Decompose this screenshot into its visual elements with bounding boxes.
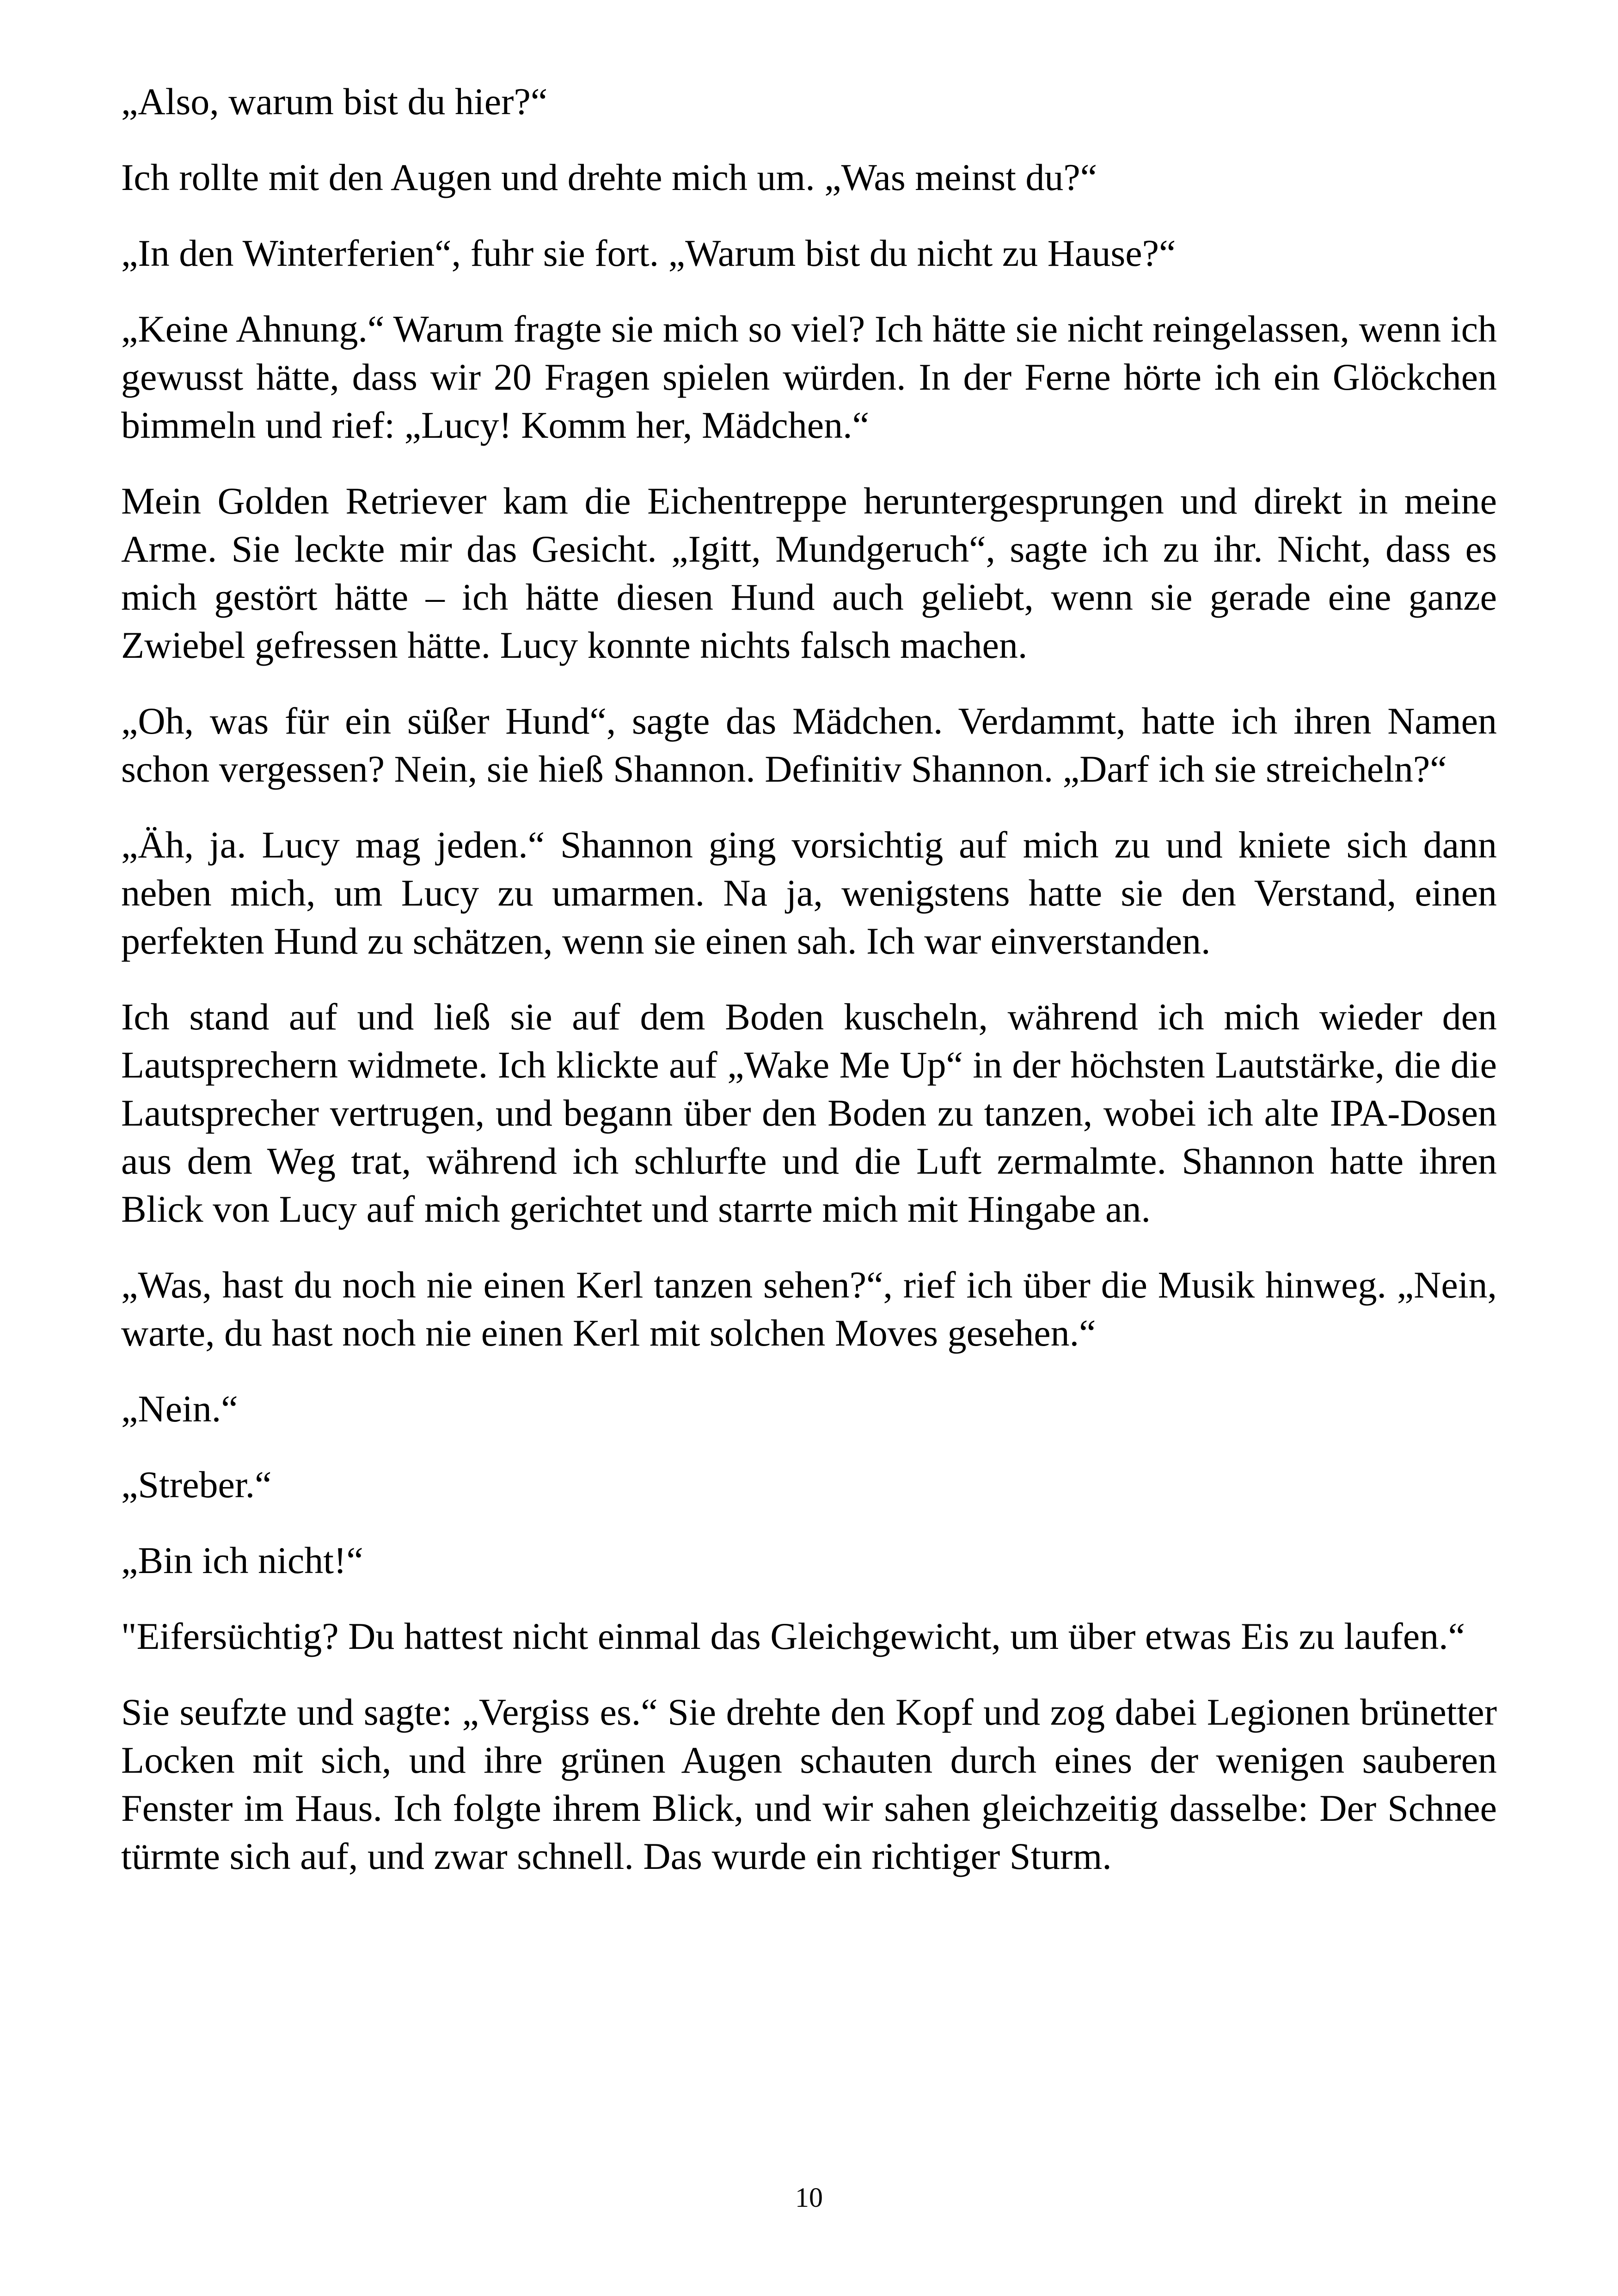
paragraph: Ich stand auf und ließ sie auf dem Boden kuscheln, während ich mich wieder den Lautsprechern widmete. Ich klickte auf „Wake Me Up“ in der höchsten Lautstärke, die die Lautsprecher vertrugen, und begann über den Boden zu tanzen, wobei ich alte IPA-Dosen aus dem Weg trat, während ich schlurfte und die Luft zermalmte. Shannon hatte ihren Blick von Lucy auf mich gerichtet und starrte mich mit Hingabe an. xyxy=(121,996,1497,1230)
paragraph: „Bin ich nicht!“ xyxy=(121,1539,363,1581)
paragraph: „Was, hast du noch nie einen Kerl tanzen sehen?“, rief ich über die Musik hinweg. „Nein, warte, du hast noch nie einen Kerl mit solchen Moves gesehen.“ xyxy=(121,1264,1497,1354)
paragraph: „Oh, was für ein süßer Hund“, sagte das Mädchen. Verdammt, hatte ich ihren Namen schon vergessen? Nein, sie hieß Shannon. Definitiv Shannon. „Darf ich sie streicheln?“ xyxy=(121,700,1497,790)
paragraph: Sie seufzte und sagte: „Vergiss es.“ Sie drehte den Kopf und zog dabei Legionen brünetter Locken mit sich, und ihre grünen Augen schauten durch eines der wenigen sauberen Fenster im Haus. Ich folgte ihrem Blick, und wir sahen gleichzeitig dasselbe: Der Schnee türmte sich auf, und zwar schnell. Das wurde ein richtiger Sturm. xyxy=(121,1691,1497,1877)
paragraph: „Keine Ahnung.“ Warum fragte sie mich so viel? Ich hätte sie nicht reingelassen, wenn ich gewusst hätte, dass wir 20 Fragen spielen würden. In der Ferne hörte ich ein Glöckchen bimmeln und rief: „Lucy! Komm her, Mädchen.“ xyxy=(121,308,1497,446)
paragraph: „Streber.“ xyxy=(121,1463,272,1506)
paragraph: "Eifersüchtig? Du hattest nicht einmal das Gleichgewicht, um über etwas Eis zu laufen.“ xyxy=(121,1615,1465,1657)
body-text xyxy=(121,78,1497,1908)
paragraph: Mein Golden Retriever kam die Eichentreppe heruntergesprungen und direkt in meine Arme. Sie leckte mir das Gesicht. „Igitt, Mundgeruch“, sagte ich zu ihr. Nicht, dass es mich gestört hätte – ich hätte diesen Hund auch geliebt, wenn sie gerade eine ganze Zwiebel gefressen hätte. Lucy konnte nichts falsch machen. xyxy=(121,480,1497,666)
paragraph: „Äh, ja. Lucy mag jeden.“ Shannon ging vorsichtig auf mich zu und kniete sich dann neben mich, um Lucy zu umarmen. Na ja, wenigstens hatte sie den Verstand, einen perfekten Hund zu schätzen, wenn sie einen sah. Ich war einverstanden. xyxy=(121,824,1497,962)
paragraph: „In den Winterferien“, fuhr sie fort. „Warum bist du nicht zu Hause?“ xyxy=(121,232,1176,274)
paragraph: „Nein.“ xyxy=(121,1388,238,1430)
page-number: 10 xyxy=(795,2182,823,2213)
paragraph: Ich rollte mit den Augen und drehte mich um. „Was meinst du?“ xyxy=(121,156,1097,198)
paragraph: „Also, warum bist du hier?“ xyxy=(121,80,548,122)
